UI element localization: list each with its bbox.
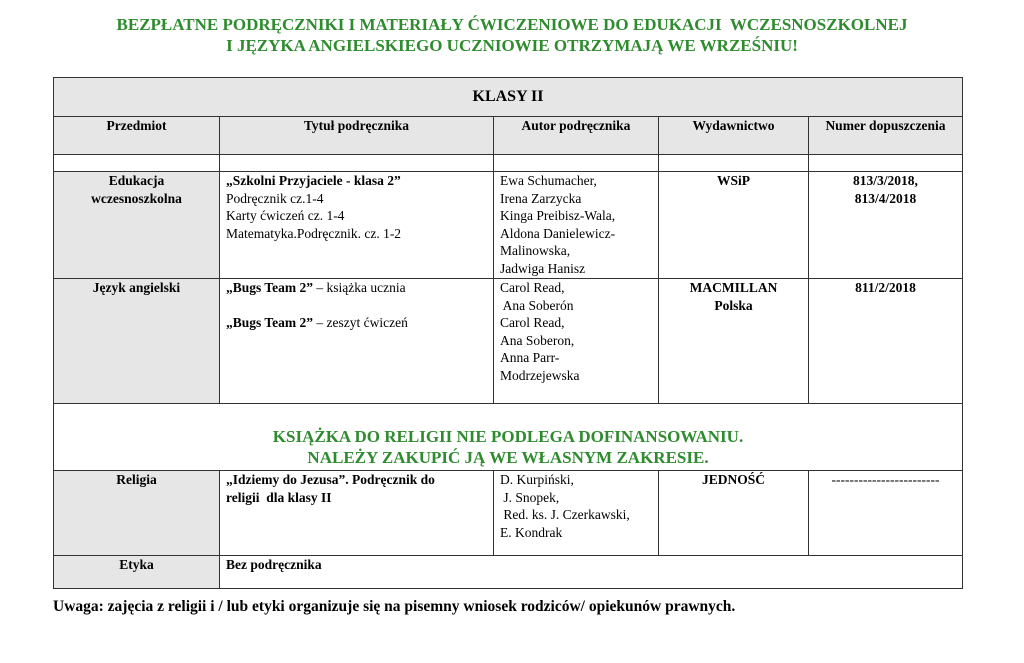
author-line: Modrzejewska [500,367,580,383]
author-cell [494,172,659,279]
class-header: KLASY II [54,78,963,117]
author-line: J. Snopek, [500,489,560,505]
table-row [54,556,963,589]
column-header-publisher: Wydawnictwo [659,117,809,155]
column-header-approval: Numer dopuszczenia [809,117,963,155]
author-line: Malinowska, [500,243,571,258]
subject-cell: Etyka [54,556,220,589]
subject-cell [54,172,220,279]
publisher-line: MACMILLAN [689,280,778,295]
textbook-desc: – zeszyt ćwiczeń [313,314,408,330]
table-row [54,279,963,404]
textbook-title: religii dla klasy II [226,489,332,505]
title-cell [220,471,494,556]
author-line: Ana Soberón [500,297,574,313]
title-line-2: I JĘZYKA ANGIELSKIEGO UCZNIOWIE OTRZYMAJĄ WE WRZEŚNIU! [226,36,798,55]
approval-cell [809,172,963,279]
publisher-line: Polska [714,297,753,313]
subject-line: wczesnoszkolna [91,190,182,206]
author-line: Carol Read, [500,280,565,295]
textbook-title: „Idziemy do Jezusa”. Podręcznik do [226,472,435,487]
textbook-title: „Bugs Team 2” [226,314,314,330]
title-cell: Bez podręcznika [220,556,963,589]
title-cell [220,172,494,279]
textbook-item: Podręcznik cz.1-4 [226,190,324,206]
approval-line: 811/2/2018 [855,280,916,295]
author-line: Kinga Preibisz-Wala, [500,208,616,223]
author-line: Anna Parr- [500,350,560,365]
author-cell [494,279,659,404]
subject-line: Język angielski [92,280,181,295]
publisher-line: WSiP [716,173,750,188]
approval-line: 813/3/2018, [853,173,918,188]
author-line: Red. ks. J. Czerkawski, [500,507,630,522]
subject-line: Edukacja [108,173,165,188]
textbook-title: „Szkolni Przyjaciele - klasa 2” [226,173,401,188]
publisher-cell: JEDNOŚĆ [659,471,809,556]
author-line: Ana Soberon, [500,332,575,348]
textbook-table [53,77,963,589]
column-header-row [54,117,963,155]
footer-note: Uwaga: zajęcia z religii i / lub etyki organizuje się na pisemny wniosek rodziców/ opiekunów prawnych. [53,598,736,615]
subject-cell: Religia [54,471,220,556]
author-line: Carol Read, [500,315,565,330]
table-row [54,172,963,279]
approval-line: 813/4/2018 [854,190,917,206]
approval-cell [809,279,963,404]
publisher-cell [659,172,809,279]
notice-line: NALEŻY ZAKUPIĆ JĄ WE WŁASNYM ZAKRESIE. [307,448,709,467]
author-line: Ewa Schumacher, [500,173,597,188]
author-line: Aldona Danielewicz- [500,225,616,241]
textbook-item: Matematyka.Podręcznik. cz. 1-2 [226,225,402,241]
author-line: E. Kondrak [500,524,563,540]
notice-line: KSIĄŻKA DO RELIGII NIE PODLEGA DOFINANSOWANIU. [272,427,744,446]
publisher-cell [659,279,809,404]
column-header-title: Tytuł podręcznika [220,117,494,155]
column-header-author: Autor podręcznika [494,117,659,155]
title-line-1: BEZPŁATNE PODRĘCZNIKI I MATERIAŁY ĆWICZENIOWE DO EDUKACJI WCZESNOSZKOLNEJ [116,15,908,34]
notice-row [54,404,963,471]
author-line: Irena Zarzycka [500,190,582,206]
textbook-item: Karty ćwiczeń cz. 1-4 [226,208,345,223]
page-title [0,14,1024,56]
textbook-title: „Bugs Team 2” [226,280,314,295]
textbook-desc: – książka ucznia [313,280,406,295]
author-line: D. Kurpiński, [500,472,574,487]
approval-cell: ------------------------ [809,471,963,556]
column-header-subject: Przedmiot [54,117,220,155]
subject-cell [54,279,220,404]
author-cell [494,471,659,556]
religion-notice [54,404,963,471]
spacer-row [54,155,963,172]
table-row [54,471,963,556]
title-cell [220,279,494,404]
author-line: Jadwiga Hanisz [500,260,586,276]
